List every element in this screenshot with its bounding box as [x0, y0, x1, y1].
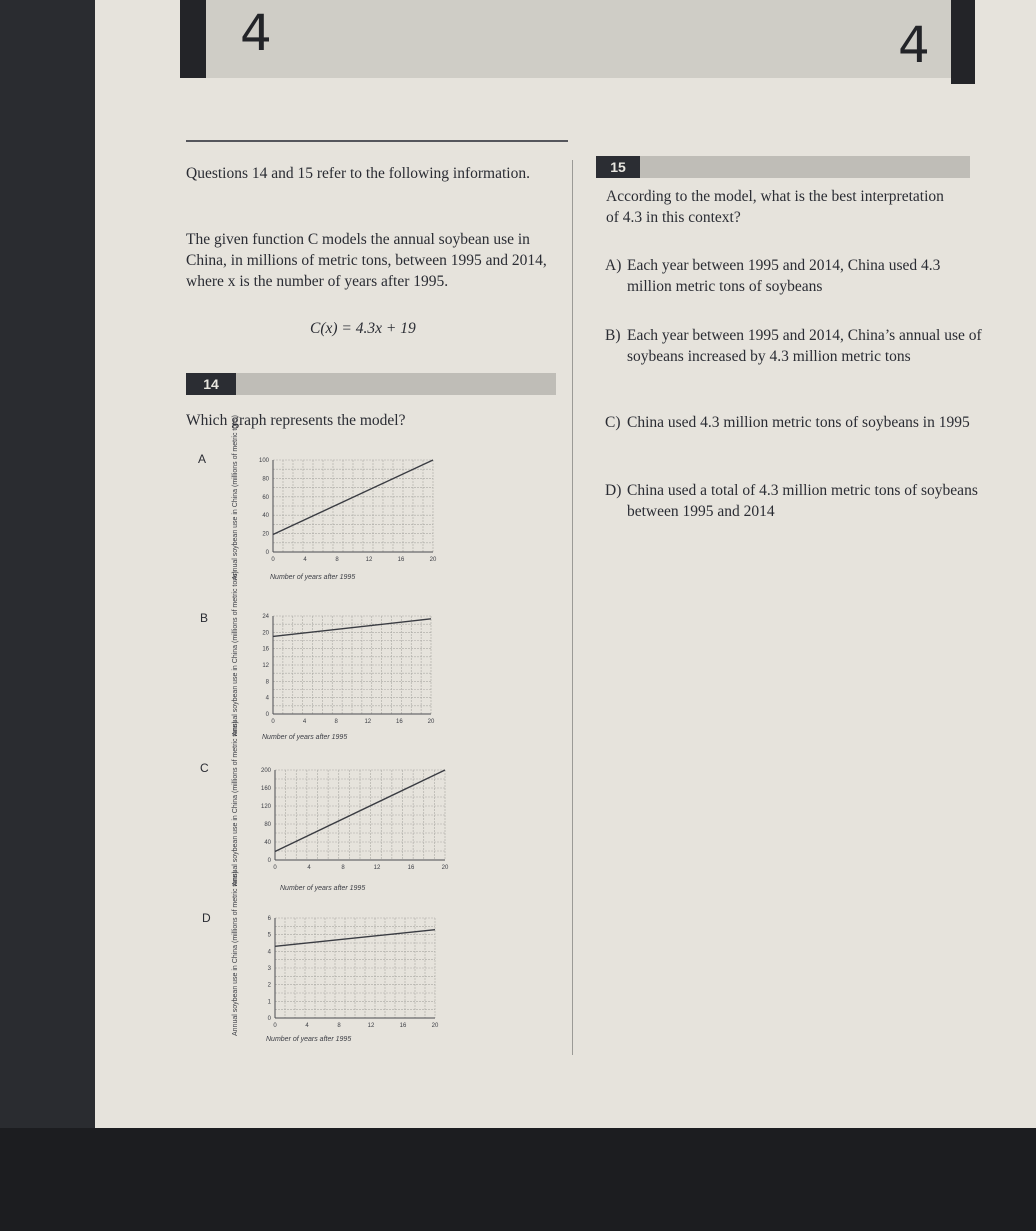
page-number-right: 4 [898, 16, 930, 74]
y-tick-label: 0 [265, 712, 269, 718]
choice-15-a-text: Each year between 1995 and 2014, China used 4.3 million metric tons of soybeans [627, 257, 941, 295]
question-14-prompt: Which graph represents the model? [186, 412, 406, 429]
x-tick-label: 20 [427, 719, 435, 725]
x-tick-label: 12 [367, 1023, 375, 1029]
x-tick-label: 8 [334, 719, 338, 725]
x-tick-label: 12 [373, 865, 381, 871]
model-equation: C(x) = 4.3x + 19 [310, 320, 416, 337]
x-tick-label: 16 [407, 865, 415, 871]
y-tick-label: 24 [262, 614, 269, 620]
choice-b-x-label: Number of years after 1995 [262, 734, 348, 741]
choice-15-a-letter: A) [605, 257, 622, 274]
x-tick-label: 16 [397, 557, 405, 563]
graph-grid [275, 918, 435, 1018]
model-line [273, 619, 431, 637]
page-shadow [0, 0, 95, 1135]
y-tick-label: 6 [267, 916, 271, 922]
question-14-bar [186, 373, 556, 395]
y-tick-label: 5 [267, 932, 271, 939]
x-tick-label: 8 [341, 865, 345, 871]
choice-d-letter: D [202, 911, 211, 925]
intro-heading: Questions 14 and 15 refer to the following information. [186, 165, 530, 182]
y-tick-label: 80 [262, 476, 269, 483]
y-tick-label: 60 [262, 494, 269, 501]
x-tick-label: 0 [271, 557, 275, 563]
x-tick-label: 4 [307, 865, 311, 871]
y-tick-label: 16 [262, 646, 269, 653]
y-tick-label: 100 [258, 458, 269, 464]
y-tick-label: 4 [265, 695, 269, 702]
x-tick-label: 8 [335, 557, 339, 563]
x-tick-label: 0 [273, 1023, 277, 1029]
graph-grid [273, 460, 433, 552]
y-tick-label: 20 [262, 630, 269, 637]
graph-b [245, 608, 455, 733]
y-tick-label: 0 [267, 1016, 271, 1022]
y-tick-label: 3 [267, 966, 271, 972]
page-header-bar [180, 0, 975, 78]
question-14-number: 14 [186, 373, 236, 395]
page-number-left: 4 [240, 4, 272, 62]
background-edge [0, 1128, 1036, 1231]
header-block-right [951, 0, 975, 84]
x-tick-label: 4 [303, 557, 307, 563]
choice-c-x-label: Number of years after 1995 [280, 885, 366, 892]
choice-a-y-label: Annual soybean use in China (millions of metric tons) [232, 415, 239, 580]
x-tick-label: 20 [431, 1023, 439, 1029]
y-tick-label: 40 [262, 513, 269, 520]
y-tick-label: 120 [260, 804, 271, 810]
column-divider [572, 160, 573, 1055]
x-tick-label: 0 [271, 719, 275, 725]
x-tick-label: 20 [441, 865, 449, 871]
x-tick-label: 16 [396, 719, 403, 725]
x-tick-label: 8 [337, 1023, 341, 1029]
choice-15-c-letter: C) [605, 414, 621, 431]
choice-a-letter: A [198, 452, 207, 466]
choice-15-d-text: China used a total of 4.3 million metric tons of soybeans between 1995 and 2014 [627, 482, 978, 520]
y-tick-label: 8 [265, 679, 269, 686]
y-tick-label: 12 [262, 663, 269, 669]
y-tick-label: 0 [265, 550, 269, 556]
y-tick-label: 0 [267, 858, 271, 864]
x-tick-label: 4 [302, 719, 307, 725]
x-tick-label: 12 [364, 719, 372, 725]
choice-b-letter: B [200, 611, 209, 625]
choice-b-y-label: Annual soybean use in China (millions of metric tons) [232, 571, 239, 736]
y-tick-label: 1 [267, 999, 271, 1006]
section-rule [186, 140, 568, 142]
graph-grid [273, 616, 431, 714]
y-tick-label: 2 [267, 982, 271, 989]
graph-a [245, 452, 455, 572]
graph-grid [275, 770, 445, 860]
question-15-prompt: According to the model, what is the best interpretation of 4.3 in this context? [606, 188, 944, 226]
choice-15-b-text: Each year between 1995 and 2014, China’s annual use of soybeans increased by 4.3 million metric tons [627, 327, 982, 365]
y-tick-label: 160 [260, 786, 271, 792]
choice-15-b-letter: B) [605, 327, 621, 344]
question-15-bar [596, 156, 970, 178]
x-tick-label: 0 [273, 865, 277, 871]
choice-15-d-letter: D) [605, 482, 622, 499]
x-tick-label: 20 [429, 557, 437, 563]
y-tick-label: 200 [260, 768, 271, 774]
choice-15-c-text: China used 4.3 million metric tons of soybeans in 1995 [627, 414, 970, 431]
x-tick-label: 4 [305, 1023, 309, 1029]
choice-d-x-label: Number of years after 1995 [266, 1036, 352, 1043]
x-tick-label: 16 [399, 1023, 407, 1029]
intro-body: The given function C models the annual soybean use in China, in millions of metric tons, between 1995 and 2014, where x is the number of years after 1995. [186, 231, 547, 290]
y-tick-label: 20 [262, 531, 269, 538]
y-tick-label: 4 [267, 949, 271, 956]
question-15-number: 15 [596, 156, 640, 178]
graph-c [245, 758, 470, 883]
choice-c-letter: C [200, 761, 209, 775]
header-block-left [180, 0, 206, 78]
choice-a-x-label: Number of years after 1995 [270, 574, 356, 581]
choice-c-y-label: Annual soybean use in China (millions of metric tons) [232, 721, 239, 886]
y-tick-label: 80 [264, 822, 271, 828]
choice-d-y-label: Annual soybean use in China (millions of metric tons) [232, 871, 239, 1036]
y-tick-label: 40 [264, 840, 271, 846]
graph-d [245, 908, 455, 1033]
x-tick-label: 12 [365, 557, 373, 563]
